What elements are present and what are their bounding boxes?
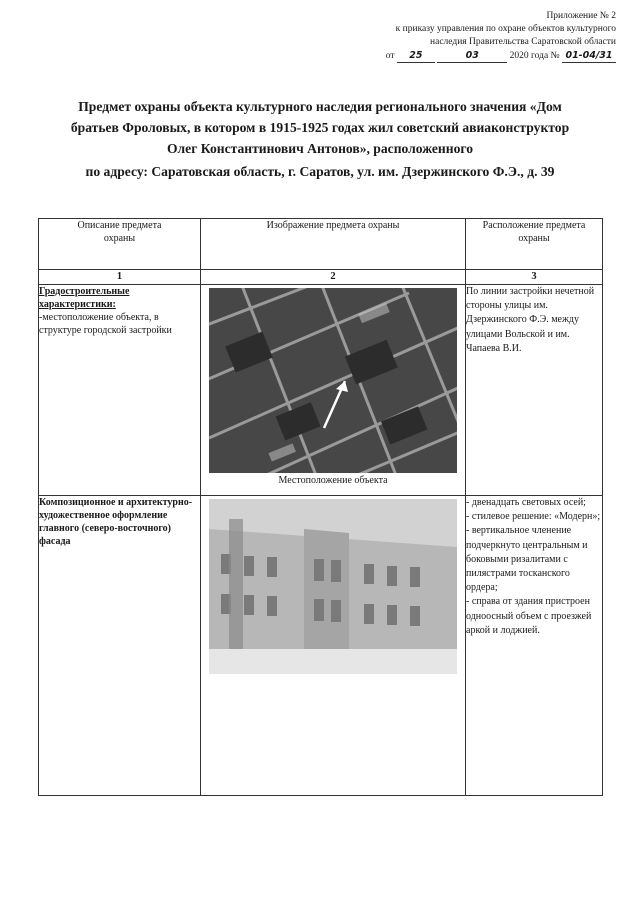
title-line-1: Предмет охраны объекта культурного наследия регионального значения «Дом (78, 99, 562, 114)
annex-number: 01-04/31 (562, 49, 616, 63)
annex-year: 2020 года № (509, 51, 560, 61)
annex-line-1: Приложение № 2 (546, 11, 616, 21)
header-description: Описание предмета охраны (39, 219, 201, 270)
title-line-2: братьев Фроловых, в котором в 1915-1925 годах жил советский авиаконструктор (70, 120, 570, 135)
row1-image-caption: Местоположение объекта (278, 475, 388, 486)
annex-from: от (385, 51, 395, 61)
header-image: Изображение предмета охраны (201, 219, 466, 270)
protection-subject-table (38, 218, 603, 796)
row2-item-1: - двенадцать световых осей; (466, 497, 586, 508)
table-header-row (39, 219, 603, 270)
document-title (36, 96, 604, 182)
annex-block (316, 10, 616, 63)
row1-title: Градостроительные характеристики: (39, 286, 130, 310)
title-line-3: Олег Константинович Антонов», расположенного (166, 141, 474, 156)
row1-location: По линии застройки нечетной стороны улицы им. Дзержинского Ф.Э. между улицами Вольской и им. Чапаева В.И. (466, 285, 603, 496)
annex-month: 03 (437, 49, 507, 63)
annex-day: 25 (397, 49, 435, 63)
row2-item-2: - стилевое решение: «Модерн»; (466, 511, 601, 523)
annex-date-line (316, 49, 616, 63)
title-line-4: по адресу: Саратовская область, г. Саратов, ул. им. Дзержинского Ф.Э., д. 39 (85, 164, 555, 179)
table-row (39, 496, 603, 796)
column-number-3: 3 (466, 270, 603, 285)
facade-photo-image (209, 499, 457, 674)
header-location: Расположение предмета охраны (466, 219, 603, 270)
column-number-1: 1 (39, 270, 201, 285)
row2-title: Композиционное и архитектурно-художественное оформление главного (северо-восточного) фасада (39, 497, 193, 547)
annex-line-2: к приказу управления по охране объектов культурного (395, 24, 616, 34)
row2-item-3: - вертикальное членение подчеркнуто центральным и боковыми ризалитами с пилястрами тосканского ордера; (466, 525, 588, 594)
column-number-2: 2 (201, 270, 466, 285)
table-row (39, 285, 603, 496)
row1-description: -местоположение объекта, в структуре городской застройки (39, 312, 172, 336)
table-number-row (39, 270, 603, 285)
location-map-image (209, 288, 457, 473)
annex-line-3: наследия Правительства Саратовской области (430, 37, 616, 47)
row2-item-4: - справа от здания пристроен одноосный объем с проезжей аркой и лоджией. (466, 596, 592, 636)
